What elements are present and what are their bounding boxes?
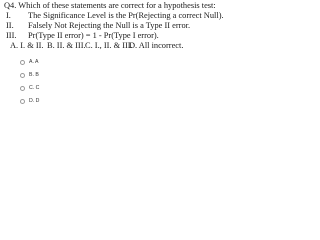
radio-button-icon[interactable]	[20, 73, 25, 78]
statement-2	[6, 21, 190, 31]
statement-text: Pr(Type II error) = 1 - Pr(Type I error).	[28, 31, 159, 40]
option-d[interactable]	[20, 96, 39, 106]
radio-button-icon[interactable]	[20, 99, 25, 104]
option-label: C. C	[29, 85, 40, 91]
answer-choices-line	[10, 41, 183, 51]
option-a[interactable]	[20, 57, 39, 67]
choice-d: D. All incorrect.	[129, 41, 184, 50]
option-label: D. D	[29, 98, 40, 104]
statement-number: II.	[6, 21, 14, 30]
statement-1	[6, 11, 224, 21]
option-b[interactable]	[20, 70, 39, 80]
option-c[interactable]	[20, 83, 39, 93]
choice-a: A. I. & II.	[10, 41, 44, 50]
statement-number: III.	[6, 31, 17, 40]
statement-number: I.	[6, 11, 11, 20]
choice-c: C. I., II. & III.	[85, 41, 133, 50]
radio-button-icon[interactable]	[20, 60, 25, 65]
question-text: Q4. Which of these statements are correct for a hypothesis test:	[4, 1, 216, 10]
statement-text: The Significance Level is the Pr(Rejecting a correct Null).	[28, 11, 224, 20]
option-label: A. A	[29, 59, 39, 65]
option-label: B. B	[29, 72, 39, 78]
choice-b: B. II. & III.	[47, 41, 86, 50]
statement-text: Falsely Not Rejecting the Null is a Type II error.	[28, 21, 191, 30]
statement-3	[6, 31, 159, 41]
radio-button-icon[interactable]	[20, 86, 25, 91]
